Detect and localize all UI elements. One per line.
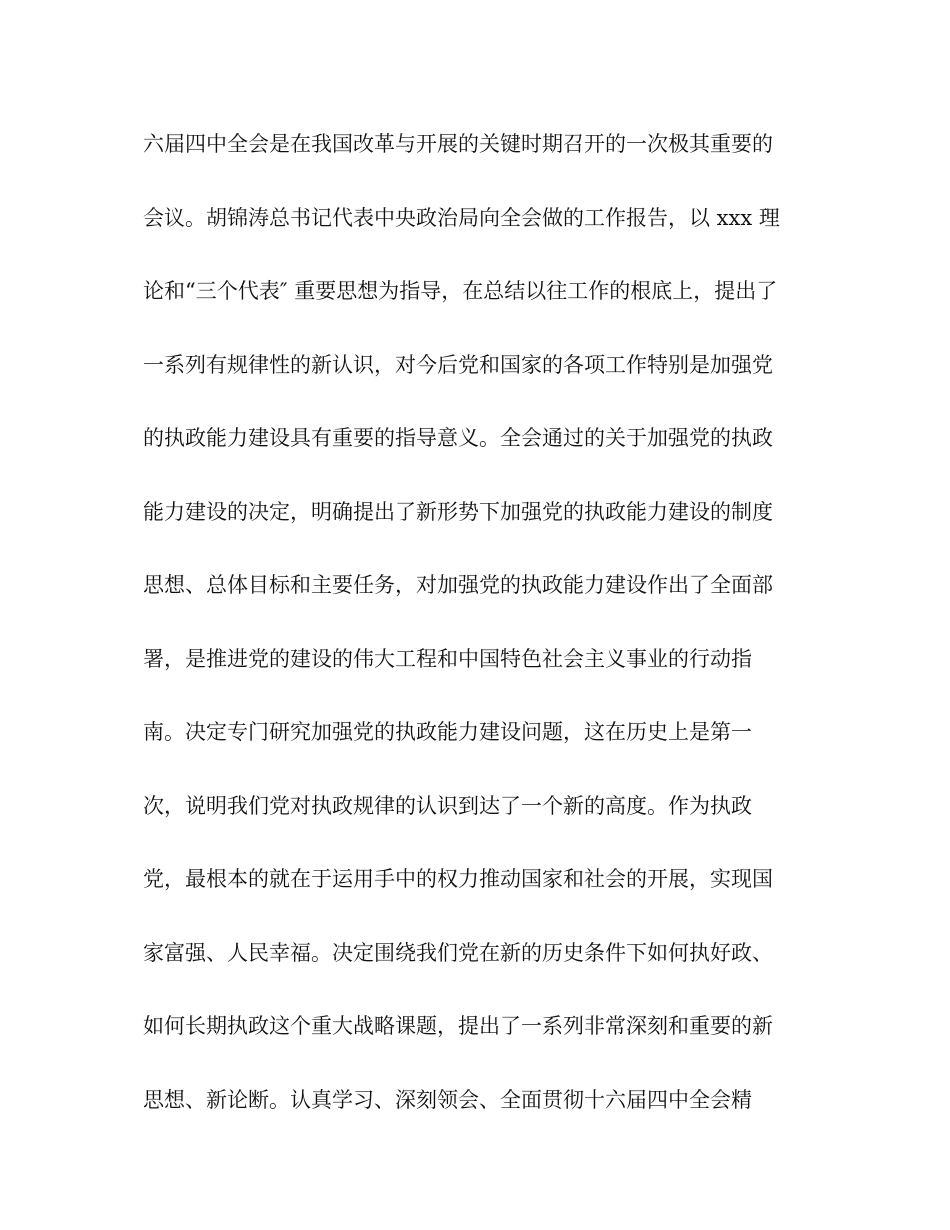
text-line: 一系列有规律性的新认识，对今后党和国家的各项工作特别是加强党 — [143, 352, 773, 377]
text-line: 家富强、人民幸福。决定围绕我们党在新的历史条件下如何执好政、 — [143, 940, 773, 965]
text-line: 会议。胡锦涛总书记代表中央政治局向全会做的工作报告，以 xxx 理 — [143, 205, 780, 230]
text-line: 思想、新论断。认真学习、深刻领会、全面贯彻十六届四中全会精 — [143, 1087, 752, 1112]
text-line: 思想、总体目标和主要任务，对加强党的执政能力建设作出了全面部 — [143, 573, 773, 597]
text-line: 次，说明我们党对执政规律的认识到达了一个新的高度。作为执政 — [143, 793, 752, 818]
text-line: 党，最根本的就在于运用手中的权力推动国家和社会的开展，实现国 — [143, 867, 773, 891]
text-line: 论和“三个代表″ 重要思想为指导，在总结以往工作的根底上，提出了 — [143, 279, 778, 303]
text-line: 能力建设的决定，明确提出了新形势下加强党的执政能力建设的制度 — [143, 499, 773, 524]
text-line: 的执政能力建设具有重要的指导意义。全会通过的关于加强党的执政 — [143, 426, 773, 450]
body-paragraph — [143, 122, 823, 1151]
text-line: 署，是推进党的建设的伟大工程和中国特色社会主义事业的行动指 — [143, 646, 752, 671]
text-line: 六届四中全会是在我国改革与开展的关键时期召开的一次极其重要的 — [143, 132, 773, 156]
text-line: 南。决定专门研究加强党的执政能力建设问题，这在历史上是第一 — [143, 720, 752, 744]
text-line: 如何长期执政这个重大战略课题，提出了一系列非常深刻和重要的新 — [143, 1014, 773, 1038]
